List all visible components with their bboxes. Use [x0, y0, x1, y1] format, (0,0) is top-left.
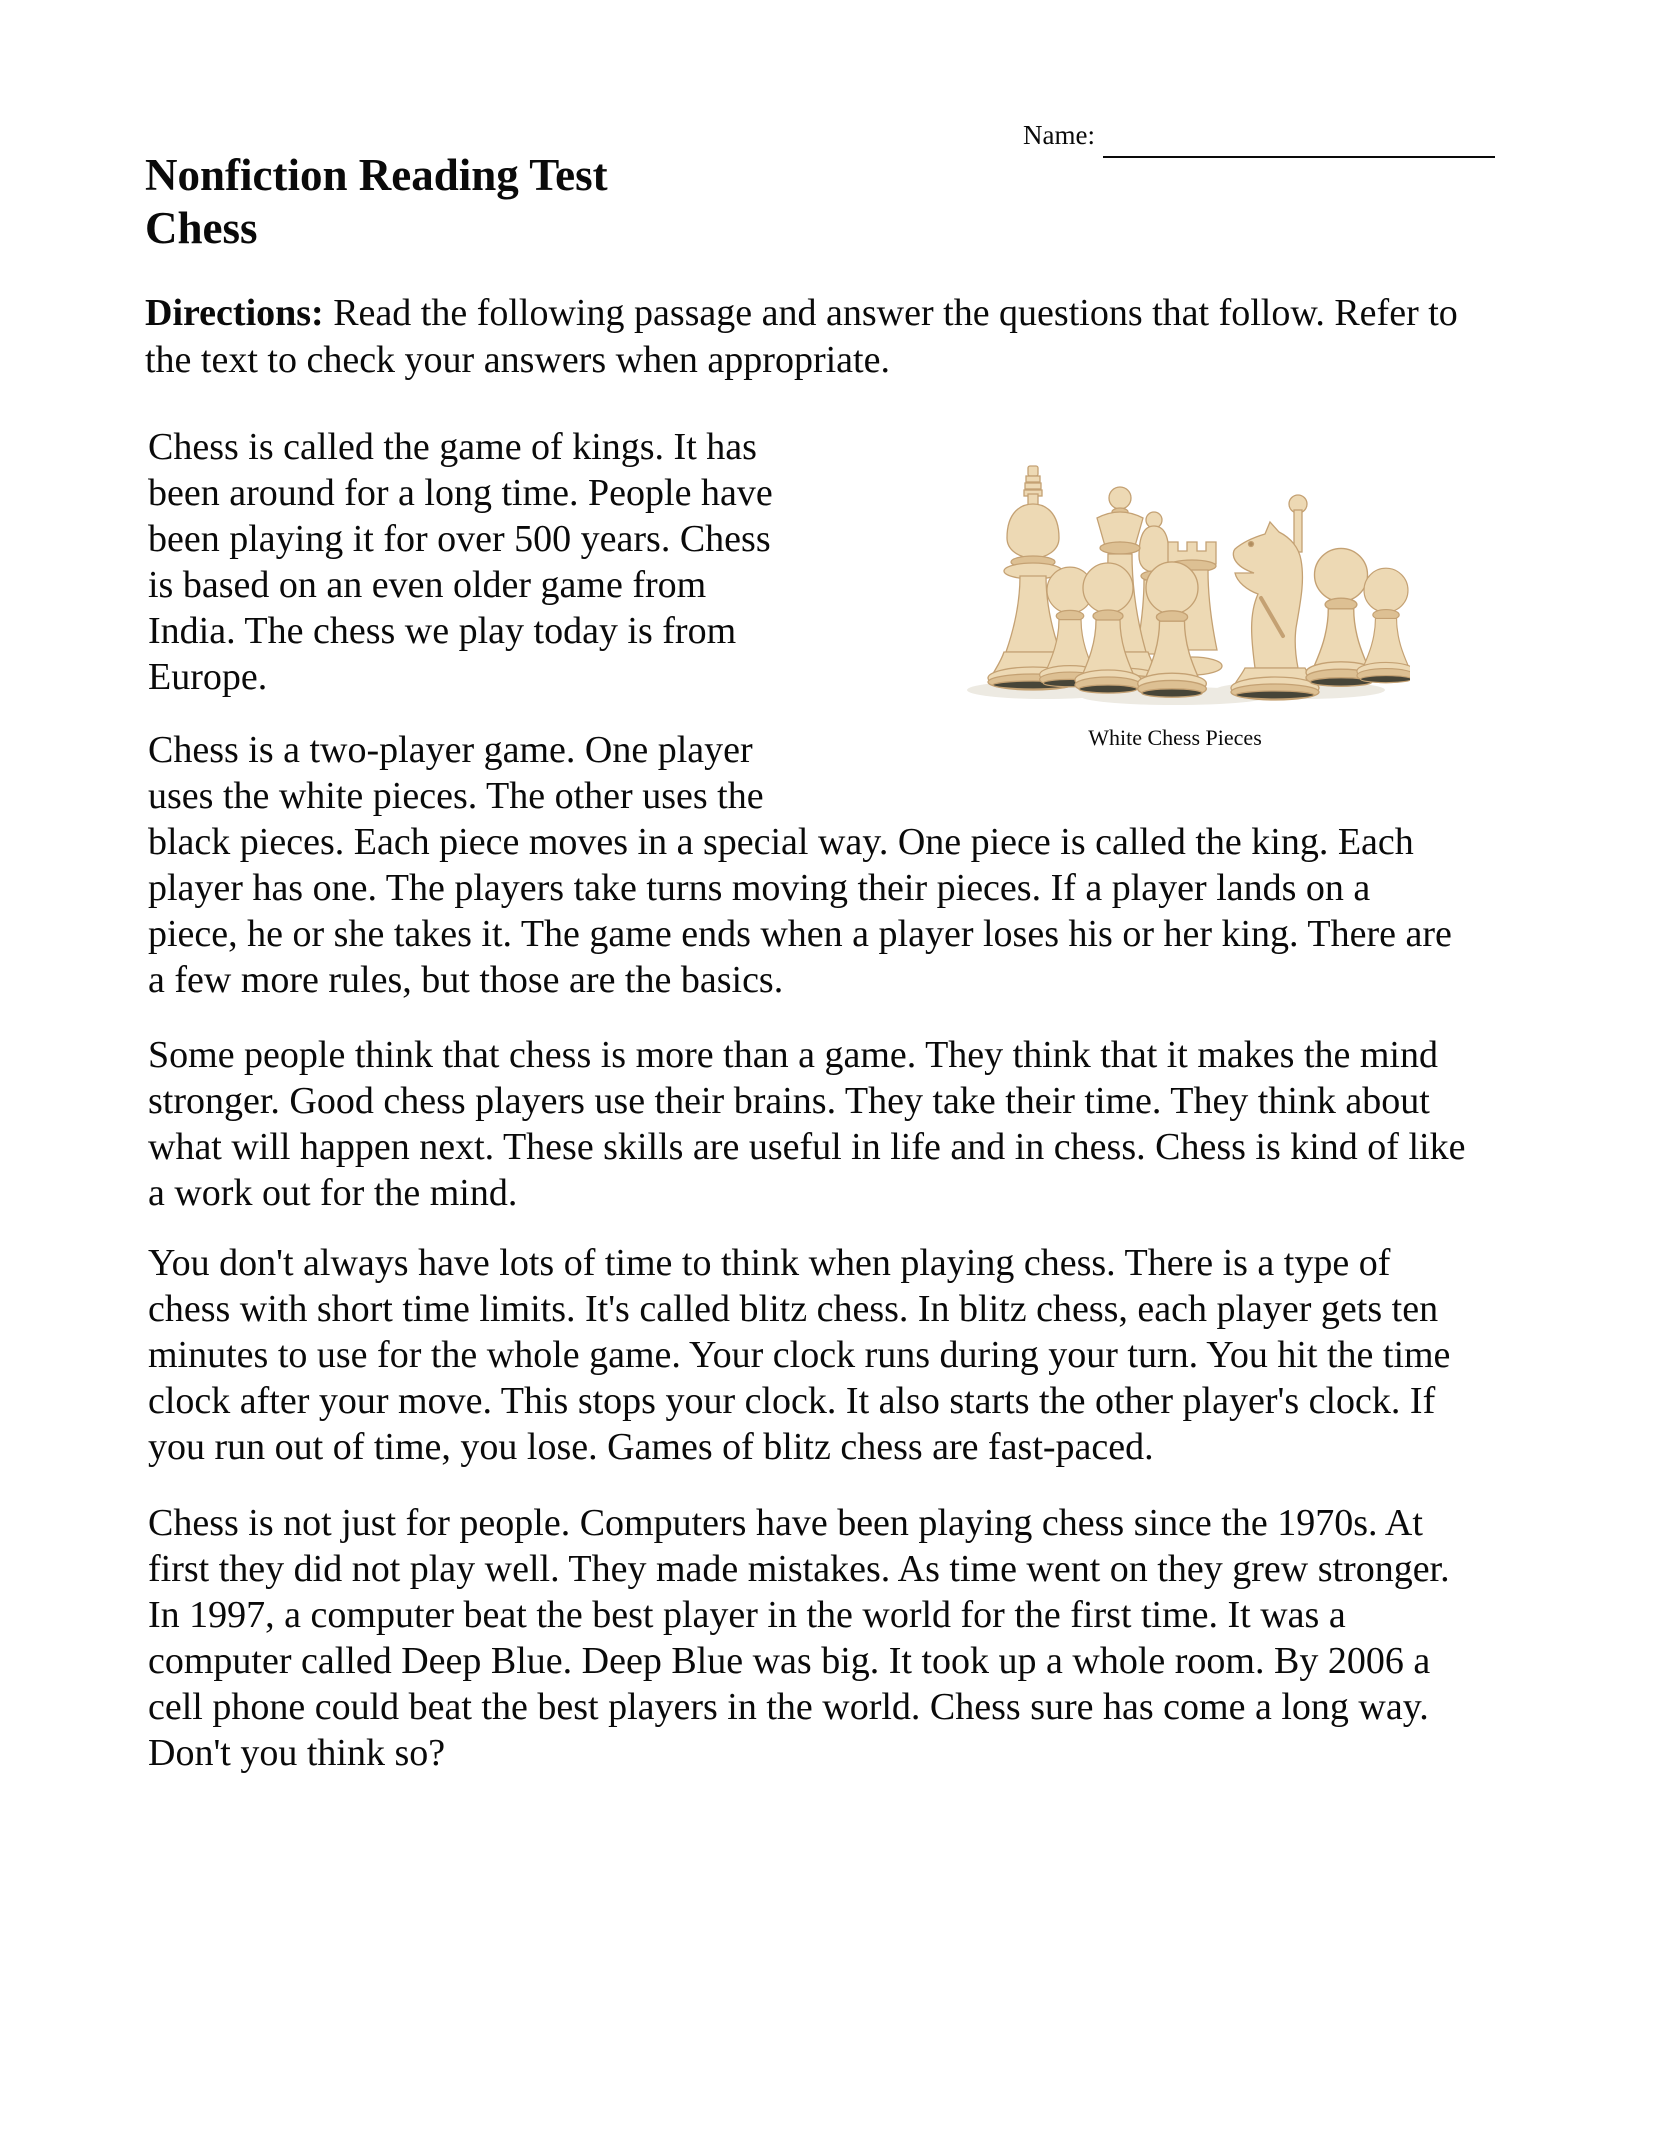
figure-caption: White Chess Pieces	[1088, 725, 1262, 750]
passage-line: Chess is a two-player game. One player	[148, 729, 753, 771]
passage-line: Europe.	[148, 656, 268, 698]
passage-line: uses the white pieces. The other uses the	[148, 775, 764, 817]
name-blank-line	[1103, 156, 1495, 158]
directions-text: Read the following passage and answer the questions that follow. Refer to	[333, 292, 1458, 334]
passage-line: India. The chess we play today is from	[148, 610, 737, 652]
passage-line: In 1997, a computer beat the best player in the world for the first time. It was a	[148, 1594, 1346, 1636]
passage-line: Some people think that chess is more than a game. They think that it makes the mind	[148, 1034, 1438, 1076]
passage-line: been around for a long time. People have	[148, 472, 773, 514]
passage-paragraph-4	[148, 1240, 1450, 1470]
title-block	[145, 149, 608, 255]
passage-paragraph-1	[148, 424, 773, 700]
passage-line: first they did not play well. They made mistakes. As time went on they grew stronger.	[148, 1548, 1450, 1590]
passage-line: clock after your move. This stops your clock. It also starts the other player's clock. If	[148, 1380, 1436, 1422]
passage-line: black pieces. Each piece moves in a special way. One piece is called the king. Each	[148, 821, 1414, 863]
page-subtitle: Chess	[145, 203, 258, 253]
passage-line: Chess is called the game of kings. It has	[148, 426, 757, 468]
directions	[145, 290, 1458, 384]
passage-line: stronger. Good chess players use their brains. They take their time. They think about	[148, 1080, 1430, 1122]
white-chess-pieces-photo	[940, 432, 1410, 708]
directions-label: Directions:	[145, 292, 324, 334]
passage-line: a few more rules, but those are the basics.	[148, 959, 784, 1001]
passage-line: been playing it for over 500 years. Chess	[148, 518, 771, 560]
passage-line: you run out of time, you lose. Games of blitz chess are fast-paced.	[148, 1426, 1154, 1468]
pawn-piece-shape	[1357, 568, 1410, 682]
passage-paragraph-3	[148, 1032, 1465, 1216]
white-chess-pieces-figure	[940, 432, 1410, 751]
passage-line: Don't you think so?	[148, 1732, 446, 1774]
directions-line: the text to check your answers when appropriate.	[145, 339, 890, 381]
passage-line: cell phone could beat the best players in the world. Chess sure has come a long way.	[148, 1686, 1429, 1728]
page-title: Nonfiction Reading Test	[145, 150, 608, 200]
passage-line: computer called Deep Blue. Deep Blue was big. It took up a whole room. By 2006 a	[148, 1640, 1431, 1682]
directions-line	[145, 290, 1458, 337]
passage-paragraph-5	[148, 1500, 1450, 1776]
passage-paragraph-2	[148, 727, 1452, 1003]
passage-line: is based on an even older game from	[148, 564, 707, 606]
passage-line: Chess is not just for people. Computers have been playing chess since the 1970s. At	[148, 1502, 1423, 1544]
passage-line: a work out for the mind.	[148, 1172, 518, 1214]
name-label: Name:	[1023, 120, 1095, 150]
passage-line: piece, he or she takes it. The game ends when a player loses his or her king. There are	[148, 913, 1452, 955]
passage-line: chess with short time limits. It's called blitz chess. In blitz chess, each player gets ten	[148, 1288, 1439, 1330]
passage-line: what will happen next. These skills are useful in life and in chess. Chess is kind of like	[148, 1126, 1466, 1168]
passage-line: player has one. The players take turns moving their pieces. If a player lands on a	[148, 867, 1371, 909]
passage-line: minutes to use for the whole game. Your clock runs during your turn. You hit the time	[148, 1334, 1451, 1376]
passage-line: You don't always have lots of time to think when playing chess. There is a type of	[148, 1242, 1391, 1284]
